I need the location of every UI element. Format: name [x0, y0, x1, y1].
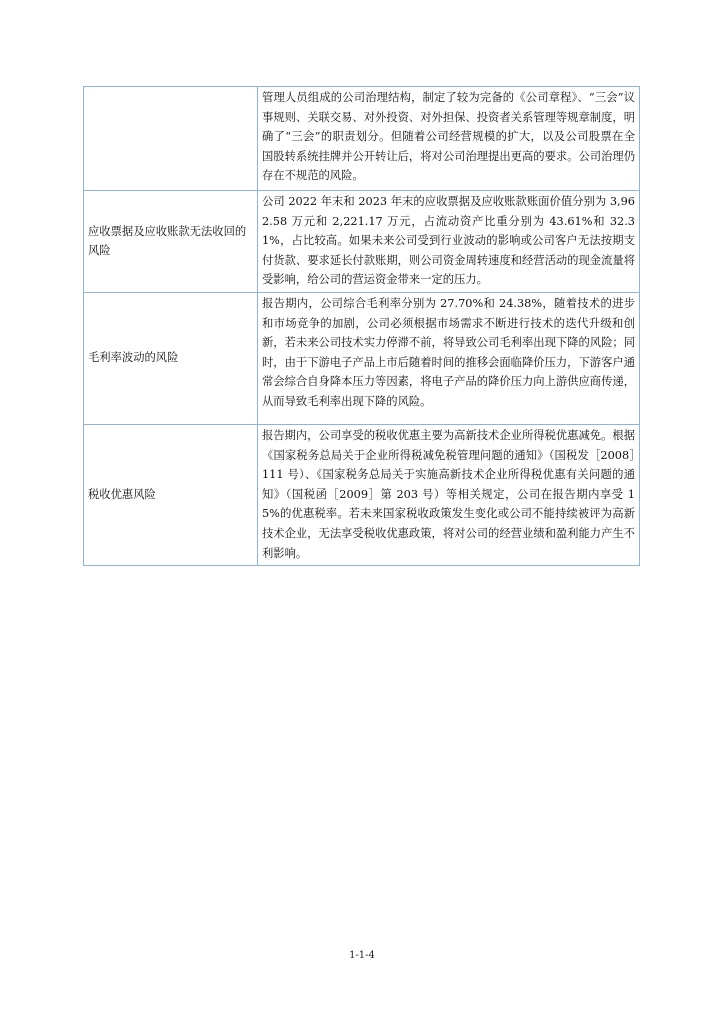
risk-name-cell — [84, 87, 258, 191]
risk-description-cell: 公司 2022 年末和 2023 年末的应收票据及应收账款账面价值分别为 3,962.58 万元和 2,221.17 万元，占流动资产比重分别为 43.61%和 32.31%，占比较高。如果未来公司受到行业波动的影响或公司客户无法按期支付货款、要求延长付款账期，则公司资金周转速度和经营活动的现金流量将受影响，给公司的营运资金带来一定的压力。 — [258, 191, 640, 293]
page-number: 1-1-4 — [349, 950, 375, 961]
table-row — [84, 292, 640, 424]
table-row — [84, 424, 640, 565]
risk-description-cell: 管理人员组成的公司治理结构，制定了较为完备的《公司章程》、“三会”议事规则、关联交易、对外投资、对外担保、投资者关系管理等规章制度，明确了“三会”的职责划分。但随着公司经营规模的扩大，以及公司股票在全国股转系统挂牌并公开转让后，将对公司治理提出更高的要求。公司治理仍存在不规范的风险。 — [258, 87, 640, 191]
table-row — [84, 87, 640, 191]
risk-name-cell: 税收优惠风险 — [84, 424, 258, 565]
risk-description-cell: 报告期内，公司综合毛利率分别为 27.70%和 24.38%，随着技术的进步和市场竞争的加剧，公司必须根据市场需求不断进行技术的迭代升级和创新，若未来公司技术实力停滞不前，将导致公司毛利率出现下降的风险；同时，由于下游电子产品上市后随着时间的推移会面临降价压力，下游客户通常会综合自身降本压力等因素，将电子产品的降价压力向上游供应商传递，从而导致毛利率出现下降的风险。 — [258, 292, 640, 424]
table-row — [84, 191, 640, 293]
risk-name-cell: 应收票据及应收账款无法收回的风险 — [84, 191, 258, 293]
risk-table — [83, 86, 640, 566]
risk-name-cell: 毛利率波动的风险 — [84, 292, 258, 424]
risk-description-cell: 报告期内，公司享受的税收优惠主要为高新技术企业所得税优惠减免。根据《国家税务总局关于企业所得税减免税管理问题的通知》（国税发［2008］111 号）、《国家税务总局关于实施高新技术企业所得税优惠有关问题的通知》（国税函［2009］第 203 号）等相关规定，公司在报告期内享受 15%的优惠税率。若未来国家税收政策发生变化或公司不能持续被评为高新技术企业，无法享受税收优惠政策，将对公司的经营业绩和盈利能力产生不利影响。 — [258, 424, 640, 565]
